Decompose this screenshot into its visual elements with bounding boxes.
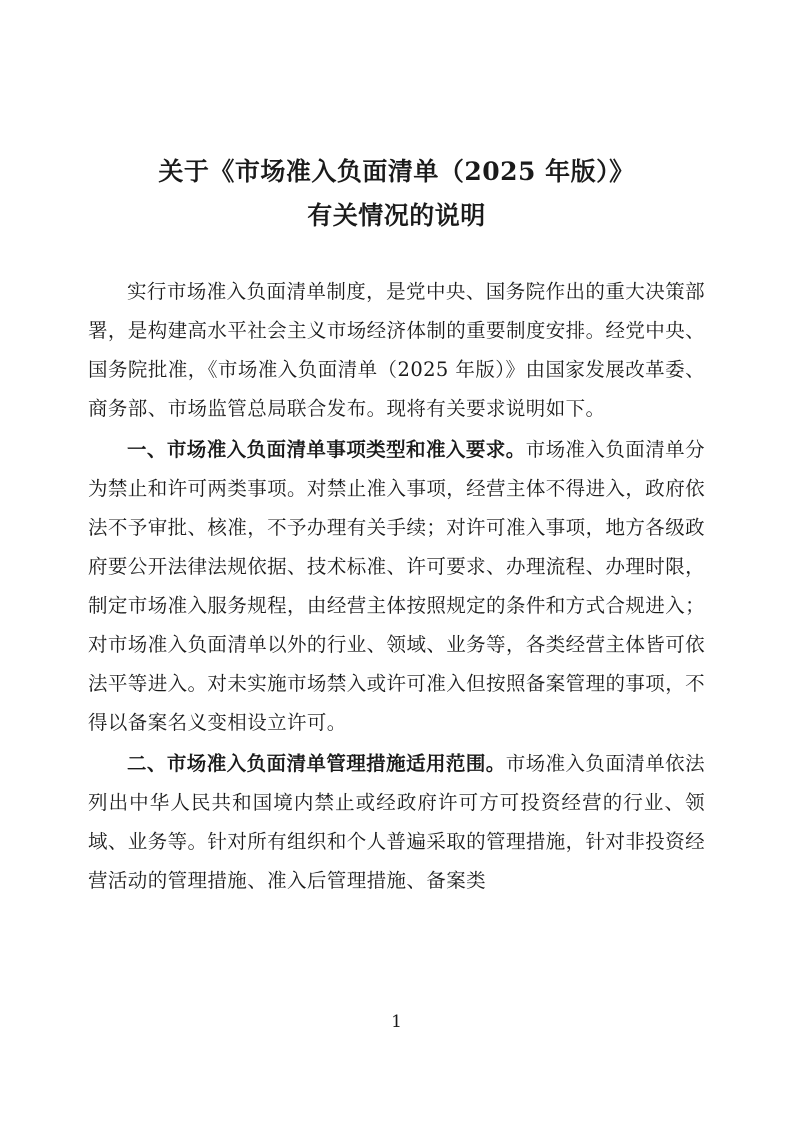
paragraph-3 xyxy=(88,744,705,900)
paragraph-2 xyxy=(88,430,705,742)
paragraph-2-lead: 一、市场准入负面清单事项类型和准入要求。 xyxy=(127,438,526,461)
paragraph-1 xyxy=(88,272,705,428)
paragraph-3-lead: 二、市场准入负面清单管理措施适用范围。 xyxy=(127,752,506,775)
page-title xyxy=(88,150,705,238)
page-title-line-1: 关于《市场准入负面清单（2025 年版）》 xyxy=(158,157,635,186)
paragraph-1-text: 实行市场准入负面清单制度，是党中央、国务院作出的重大决策部署，是构建高水平社会主义市场经济体制的重要制度安排。经党中央、国务院批准，《市场准入负面清单（2025 年版）》由国家发展改革委、商务部、市场监管总局联合发布。现将有关要求说明如下。 xyxy=(88,280,705,420)
paragraph-2-text: 市场准入负面清单分为禁止和许可两类事项。对禁止准入事项，经营主体不得进入，政府依法不予审批、核准，不予办理有关手续；对许可准入事项，地方各级政府要公开法律法规依据、技术标准、许可要求、办理流程、办理时限，制定市场准入服务规程，由经营主体按照规定的条件和方式合规进入；对市场准入负面清单以外的行业、领域、业务等，各类经营主体皆可依法平等进入。对未实施市场禁入或许可准入但按照备案管理的事项，不得以备案名义变相设立许可。 xyxy=(88,438,705,734)
page-number: 1 xyxy=(391,1012,402,1032)
paragraph-3-text: 市场准入负面清单依法列出中华人民共和国境内禁止或经政府许可方可投资经营的行业、领域、业务等。针对所有组织和个人普遍采取的管理措施，针对非投资经营活动的管理措施、准入后管理措施、备案类 xyxy=(88,752,705,892)
page-title-line-2: 有关情况的说明 xyxy=(307,201,486,230)
